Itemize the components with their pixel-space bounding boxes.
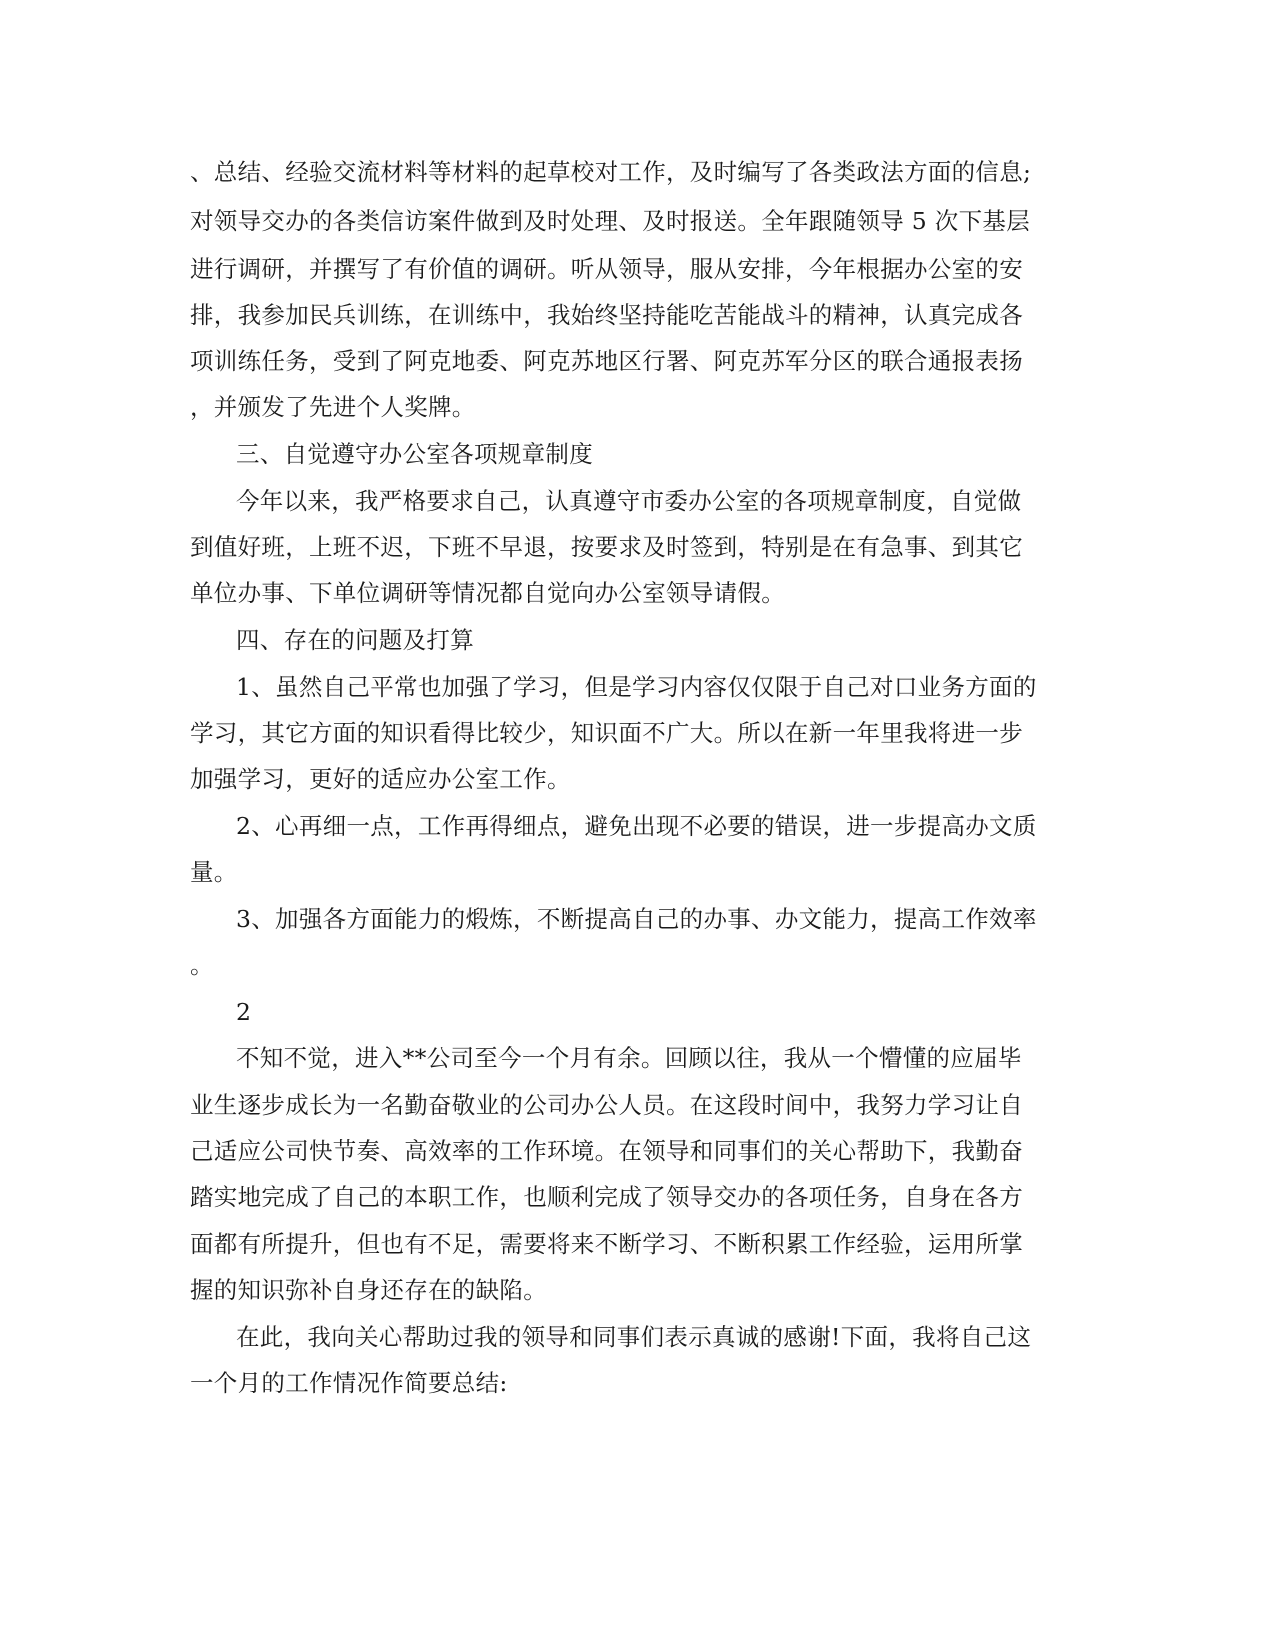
text-line: 今年以来，我严格要求自己，认真遵守市委办公室的各项规章制度，自觉做 xyxy=(236,487,1022,515)
text-line: 到值好班，上班不迟，下班不早退，按要求及时签到，特别是在有急事、到其它 xyxy=(190,533,1023,561)
text-line: 、总结、经验交流材料等材料的起草校对工作，及时编写了各类政法方面的信息; xyxy=(190,158,1032,186)
text-line: 学习，其它方面的知识看得比较少，知识面不广大。所以在新一年里我将进一步 xyxy=(190,719,1023,747)
text-line: 对领导交办的各类信访案件做到及时处理、及时报送。全年跟随领导 5 次下基层 xyxy=(190,207,1030,235)
text-line: 2、心再细一点，工作再得细点，避免出现不必要的错误，进一步提高办文质 xyxy=(236,812,1037,840)
text-line: 单位办事、下单位调研等情况都自觉向办公室领导请假。 xyxy=(190,579,785,607)
text-line: 面都有所提升，但也有不足，需要将来不断学习、不断积累工作经验，运用所掌 xyxy=(190,1230,1023,1258)
text-line: 不知不觉，进入**公司至今一个月有余。回顾以往，我从一个懵懂的应届毕 xyxy=(236,1044,1022,1072)
section-number: 2 xyxy=(236,998,252,1026)
text-line: ，并颁发了先进个人奖牌。 xyxy=(190,393,476,421)
section-heading: 四、存在的问题及打算 xyxy=(236,626,474,654)
text-line: 量。 xyxy=(190,858,238,886)
text-line: 在此，我向关心帮助过我的领导和同事们表示真诚的感谢!下面，我将自己这 xyxy=(236,1323,1032,1351)
text-line: 排，我参加民兵训练，在训练中，我始终坚持能吃苦能战斗的精神，认真完成各 xyxy=(190,301,1023,329)
text-line: 3、加强各方面能力的煅炼，不断提高自己的办事、办文能力，提高工作效率 xyxy=(236,905,1037,933)
text-line: 业生逐步成长为一名勤奋敬业的公司办公人员。在这段时间中，我努力学习让自 xyxy=(190,1091,1023,1119)
text-line: 加强学习，更好的适应办公室工作。 xyxy=(190,765,571,793)
text-line: 1、虽然自己平常也加强了学习，但是学习内容仅仅限于自己对口业务方面的 xyxy=(236,673,1037,701)
section-heading: 三、自觉遵守办公室各项规章制度 xyxy=(236,440,593,468)
text-line: 己适应公司快节奏、高效率的工作环境。在领导和同事们的关心帮助下，我勤奋 xyxy=(190,1137,1023,1165)
text-line: 。 xyxy=(190,951,214,979)
text-line: 一个月的工作情况作简要总结: xyxy=(190,1369,508,1397)
text-line: 踏实地完成了自己的本职工作，也顺利完成了领导交办的各项任务，自身在各方 xyxy=(190,1183,1023,1211)
text-line: 项训练任务，受到了阿克地委、阿克苏地区行署、阿克苏军分区的联合通报表扬 xyxy=(190,347,1023,375)
text-line: 握的知识弥补自身还存在的缺陷。 xyxy=(190,1276,547,1304)
text-line: 进行调研，并撰写了有价值的调研。听从领导，服从安排，今年根据办公室的安 xyxy=(190,255,1023,283)
